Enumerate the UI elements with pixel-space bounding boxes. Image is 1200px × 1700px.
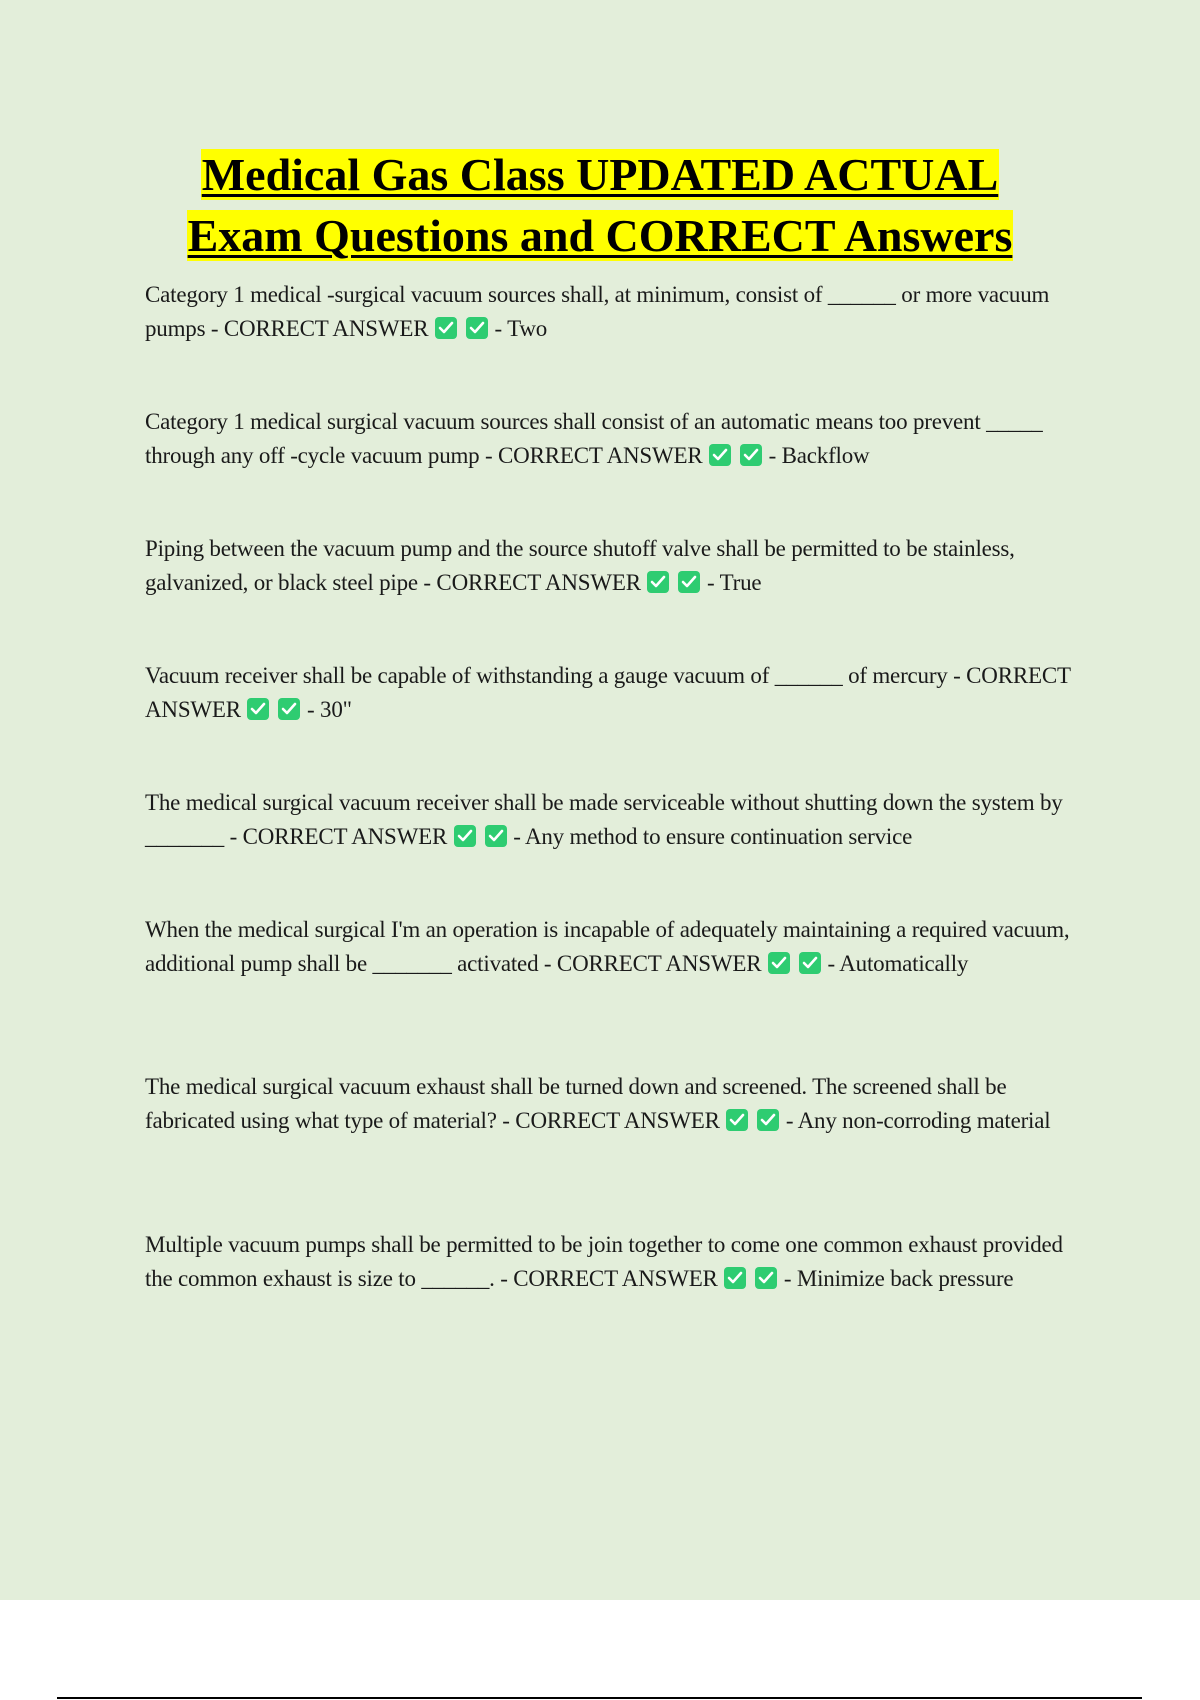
question-text: The medical surgical vacuum exhaust shall be turned down and screened. The screened shall be fabricated using what type of material? - CORRECT ANSWER bbox=[145, 1074, 1007, 1133]
check-mark-icon bbox=[709, 444, 731, 466]
answer-text: - Any method to ensure continuation service bbox=[513, 824, 913, 849]
footer-divider bbox=[57, 1697, 1142, 1699]
check-mark-icon bbox=[678, 571, 700, 593]
check-mark-icon bbox=[485, 825, 507, 847]
qa-item-6 bbox=[145, 913, 1090, 981]
document-title bbox=[0, 144, 1200, 266]
check-mark-icon bbox=[799, 952, 821, 974]
question-text: Vacuum receiver shall be capable of withstanding a gauge vacuum of ______ of mercury - CORRECT ANSWER bbox=[145, 663, 1071, 722]
qa-item-3 bbox=[145, 532, 1090, 600]
answer-text: - Any non-corroding material bbox=[785, 1108, 1051, 1133]
question-text: Piping between the vacuum pump and the source shutoff valve shall be permitted to be stainless, galvanized, or black steel pipe - CORRECT ANSWER bbox=[145, 536, 1015, 595]
qa-item-2 bbox=[145, 405, 1090, 473]
qa-item-4 bbox=[145, 659, 1090, 727]
check-mark-icon bbox=[247, 698, 269, 720]
answer-text: - Two bbox=[494, 316, 548, 341]
check-mark-icon bbox=[724, 1267, 746, 1289]
title-line-1: Medical Gas Class UPDATED ACTUAL bbox=[201, 149, 999, 200]
question-text: Multiple vacuum pumps shall be permitted to be join together to come one common exhaust provided the common exhaust is size to ______. - CORRECT ANSWER bbox=[145, 1232, 1063, 1291]
answer-text: - Minimize back pressure bbox=[783, 1266, 1014, 1291]
qa-item-8 bbox=[145, 1228, 1090, 1296]
check-mark-icon bbox=[466, 317, 488, 339]
question-text: When the medical surgical I'm an operation is incapable of adequately maintaining a required vacuum, additional pump shall be _______ activated - CORRECT ANSWER bbox=[145, 917, 1070, 976]
question-text: Category 1 medical -surgical vacuum sources shall, at minimum, consist of ______ or more vacuum pumps - CORRECT ANSWER bbox=[145, 282, 1050, 341]
check-mark-icon bbox=[757, 1109, 779, 1131]
answer-text: - 30" bbox=[307, 697, 352, 722]
qa-item-5 bbox=[145, 786, 1090, 854]
answer-text: - Backflow bbox=[768, 443, 870, 468]
check-mark-icon bbox=[647, 571, 669, 593]
check-mark-icon bbox=[435, 317, 457, 339]
answer-text: - Automatically bbox=[827, 951, 969, 976]
question-text: The medical surgical vacuum receiver shall be made serviceable without shutting down the system by _______ - CORRECT ANSWER bbox=[145, 790, 1063, 849]
check-mark-icon bbox=[740, 444, 762, 466]
answer-text: - True bbox=[707, 570, 762, 595]
check-mark-icon bbox=[768, 952, 790, 974]
title-line-2: Exam Questions and CORRECT Answers bbox=[187, 210, 1013, 261]
question-text: Category 1 medical surgical vacuum sources shall consist of an automatic means too prevent _____ through any off -cycle vacuum pump - CORRECT ANSWER bbox=[145, 409, 1043, 468]
check-mark-icon bbox=[726, 1109, 748, 1131]
check-mark-icon bbox=[278, 698, 300, 720]
check-mark-icon bbox=[454, 825, 476, 847]
qa-item-1 bbox=[145, 278, 1090, 346]
qa-item-7 bbox=[145, 1070, 1090, 1138]
check-mark-icon bbox=[755, 1267, 777, 1289]
